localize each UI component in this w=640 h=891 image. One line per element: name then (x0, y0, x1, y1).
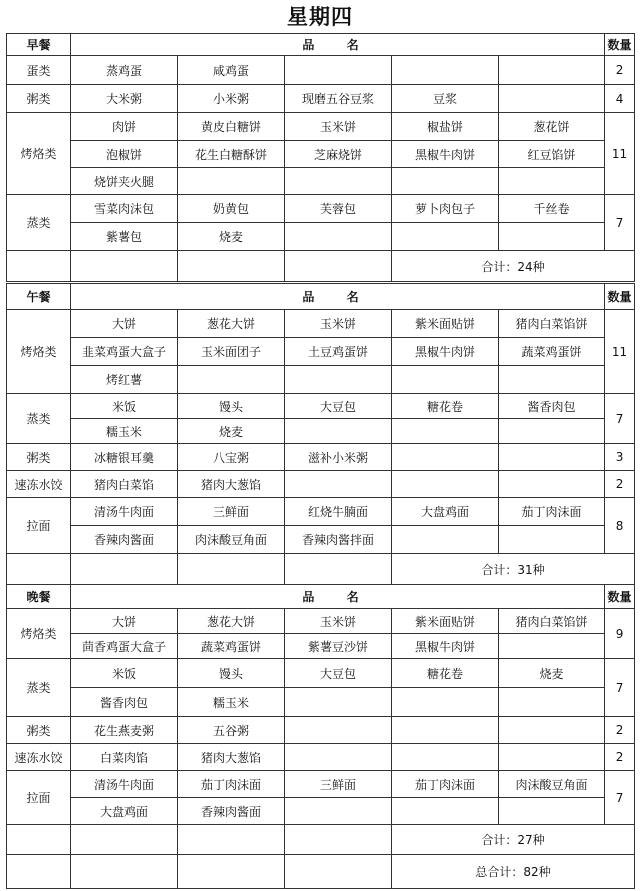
menu-item: 糖花卷 (392, 659, 499, 688)
menu-item: 玉米饼 (285, 609, 392, 634)
item-count: 7 (605, 771, 635, 825)
menu-item: 清汤牛肉面 (71, 771, 178, 798)
item-count: 9 (605, 609, 635, 659)
menu-item: 米饭 (71, 659, 178, 688)
category-label: 蛋类 (7, 56, 71, 85)
menu-item: 泡椒饼 (71, 141, 178, 168)
category-label: 粥类 (7, 717, 71, 744)
category-label: 拉面 (7, 771, 71, 825)
menu-item (285, 223, 392, 251)
menu-item (285, 471, 392, 498)
menu-item: 米饭 (71, 394, 178, 419)
column-header-quantity: 数量 (605, 585, 635, 609)
item-count: 4 (605, 85, 635, 113)
menu-item: 蒸鸡蛋 (71, 56, 178, 85)
menu-item (499, 85, 605, 113)
meal-label: 早餐 (7, 34, 71, 56)
menu-item (392, 366, 499, 394)
menu-item: 糖花卷 (392, 394, 499, 419)
menu-item (499, 444, 605, 471)
menu-item: 豆浆 (392, 85, 499, 113)
menu-item: 猪肉白菜馅饼 (499, 310, 605, 338)
empty-cell (7, 825, 71, 855)
item-count: 7 (605, 659, 635, 717)
menu-item: 玉米面团子 (178, 338, 285, 366)
menu-item: 椒盐饼 (392, 113, 499, 141)
empty-cell (285, 251, 392, 282)
category-label: 粥类 (7, 85, 71, 113)
menu-item (499, 471, 605, 498)
menu-item (499, 717, 605, 744)
menu-item: 花生白糖酥饼 (178, 141, 285, 168)
menu-item: 五谷粥 (178, 717, 285, 744)
menu-item: 烧麦 (499, 659, 605, 688)
column-header-name: 品 名 (71, 585, 605, 609)
menu-item (392, 56, 499, 85)
category-label: 速冻水饺 (7, 471, 71, 498)
menu-item (285, 717, 392, 744)
menu-item (392, 419, 499, 444)
menu-item: 芝麻烧饼 (285, 141, 392, 168)
menu-item: 大饼 (71, 609, 178, 634)
item-count: 2 (605, 744, 635, 771)
menu-item: 茄丁肉沫面 (178, 771, 285, 798)
menu-item (392, 526, 499, 554)
menu-item: 烤红薯 (71, 366, 178, 394)
menu-item: 滋补小米粥 (285, 444, 392, 471)
menu-item: 葱花大饼 (178, 310, 285, 338)
menu-item: 烧麦 (178, 419, 285, 444)
menu-item: 白菜肉馅 (71, 744, 178, 771)
empty-cell (7, 251, 71, 282)
menu-item (285, 366, 392, 394)
menu-item: 蔬菜鸡蛋饼 (499, 338, 605, 366)
menu-item: 萝卜肉包子 (392, 195, 499, 223)
menu-item: 大豆包 (285, 394, 392, 419)
empty-cell (71, 825, 178, 855)
category-label: 烤烙类 (7, 310, 71, 394)
column-header-name: 品 名 (71, 284, 605, 310)
category-label: 蒸类 (7, 195, 71, 251)
menu-item (499, 168, 605, 195)
menu-item (499, 419, 605, 444)
menu-item: 奶黄包 (178, 195, 285, 223)
empty-cell (285, 825, 392, 855)
menu-item: 玉米饼 (285, 310, 392, 338)
menu-item: 馒头 (178, 394, 285, 419)
menu-item: 肉沫酸豆角面 (499, 771, 605, 798)
column-header-name: 品 名 (71, 34, 605, 56)
category-label: 烤烙类 (7, 113, 71, 195)
item-count: 2 (605, 717, 635, 744)
empty-cell (178, 825, 285, 855)
menu-item (285, 168, 392, 195)
menu-item (499, 634, 605, 659)
menu-item: 酱香肉包 (499, 394, 605, 419)
menu-item (392, 168, 499, 195)
menu-item (499, 223, 605, 251)
item-count: 8 (605, 498, 635, 554)
menu-item: 糯玉米 (178, 688, 285, 717)
menu-item: 猪肉白菜馅饼 (499, 609, 605, 634)
menu-item (499, 526, 605, 554)
menu-item: 三鲜面 (178, 498, 285, 526)
menu-item: 紫薯豆沙饼 (285, 634, 392, 659)
menu-item: 大豆包 (285, 659, 392, 688)
menu-item (392, 798, 499, 825)
subtotal: 合计：24种 (392, 251, 635, 282)
menu-item: 香辣肉酱面 (178, 798, 285, 825)
menu-item: 大盘鸡面 (71, 798, 178, 825)
menu-item: 馒头 (178, 659, 285, 688)
empty-cell (285, 554, 392, 585)
menu-item: 红烧牛腩面 (285, 498, 392, 526)
empty-cell (178, 554, 285, 585)
menu-item: 现磨五谷豆浆 (285, 85, 392, 113)
menu-item: 三鲜面 (285, 771, 392, 798)
item-count: 7 (605, 394, 635, 444)
menu-item (178, 366, 285, 394)
empty-cell (71, 855, 178, 889)
menu-item: 茴香鸡蛋大盒子 (71, 634, 178, 659)
empty-cell (285, 855, 392, 889)
menu-item: 黑椒牛肉饼 (392, 634, 499, 659)
menu-item: 紫薯包 (71, 223, 178, 251)
menu-item: 蔬菜鸡蛋饼 (178, 634, 285, 659)
column-header-quantity: 数量 (605, 284, 635, 310)
menu-item: 千丝卷 (499, 195, 605, 223)
item-count: 7 (605, 195, 635, 251)
menu-item (285, 688, 392, 717)
menu-item: 红豆馅饼 (499, 141, 605, 168)
menu-item: 肉饼 (71, 113, 178, 141)
empty-cell (178, 855, 285, 889)
item-count: 11 (605, 310, 635, 394)
menu-item (499, 744, 605, 771)
breakfast-table (6, 33, 635, 282)
menu-item (499, 688, 605, 717)
meal-label: 晚餐 (7, 585, 71, 609)
menu-item (285, 419, 392, 444)
empty-cell (71, 554, 178, 585)
menu-item: 香辣肉酱拌面 (285, 526, 392, 554)
category-label: 粥类 (7, 444, 71, 471)
menu-item: 大盘鸡面 (392, 498, 499, 526)
item-count: 2 (605, 56, 635, 85)
column-header-quantity: 数量 (605, 34, 635, 56)
menu-item: 芙蓉包 (285, 195, 392, 223)
menu-item: 黄皮白糖饼 (178, 113, 285, 141)
menu-item: 雪菜肉沫包 (71, 195, 178, 223)
menu-item (392, 744, 499, 771)
item-count: 3 (605, 444, 635, 471)
menu-item: 茄丁肉沫面 (499, 498, 605, 526)
menu-item: 大饼 (71, 310, 178, 338)
menu-item: 小米粥 (178, 85, 285, 113)
menu-item: 猪肉大葱馅 (178, 744, 285, 771)
menu-item: 玉米饼 (285, 113, 392, 141)
menu-item: 烧饼夹火腿 (71, 168, 178, 195)
empty-cell (7, 554, 71, 585)
menu-item: 冰糖银耳羹 (71, 444, 178, 471)
menu-item: 香辣肉酱面 (71, 526, 178, 554)
empty-cell (71, 251, 178, 282)
item-count: 11 (605, 113, 635, 195)
menu-item: 猪肉大葱馅 (178, 471, 285, 498)
menu-item: 酱香肉包 (71, 688, 178, 717)
menu-item (285, 56, 392, 85)
menu-item: 肉沫酸豆角面 (178, 526, 285, 554)
menu-item: 韭菜鸡蛋大盒子 (71, 338, 178, 366)
subtotal: 合计：31种 (392, 554, 635, 585)
menu-item: 猪肉白菜馅 (71, 471, 178, 498)
menu-item (392, 688, 499, 717)
menu-item (178, 168, 285, 195)
menu-item: 烧麦 (178, 223, 285, 251)
menu-item (499, 798, 605, 825)
menu-item: 清汤牛肉面 (71, 498, 178, 526)
menu-item: 葱花大饼 (178, 609, 285, 634)
menu-item (499, 56, 605, 85)
page-title: 星期四 (287, 4, 353, 29)
menu-item: 黑椒牛肉饼 (392, 338, 499, 366)
category-label: 烤烙类 (7, 609, 71, 659)
menu-item: 八宝粥 (178, 444, 285, 471)
menu-item: 土豆鸡蛋饼 (285, 338, 392, 366)
menu-item (285, 744, 392, 771)
menu-item: 茄丁肉沫面 (392, 771, 499, 798)
menu-item (392, 717, 499, 744)
menu-item (285, 798, 392, 825)
menu-item: 紫米面贴饼 (392, 609, 499, 634)
empty-cell (178, 251, 285, 282)
grand-total: 总合计：82种 (392, 855, 635, 889)
menu-item: 大米粥 (71, 85, 178, 113)
subtotal: 合计：27种 (392, 825, 635, 855)
category-label: 拉面 (7, 498, 71, 554)
menu-item: 紫米面贴饼 (392, 310, 499, 338)
menu-item (392, 223, 499, 251)
category-label: 速冻水饺 (7, 744, 71, 771)
menu-item: 黑椒牛肉饼 (392, 141, 499, 168)
menu-item (499, 366, 605, 394)
dinner-table (6, 584, 635, 889)
menu-item (392, 471, 499, 498)
empty-cell (7, 855, 71, 889)
category-label: 蒸类 (7, 659, 71, 717)
category-label: 蒸类 (7, 394, 71, 444)
menu-item: 葱花饼 (499, 113, 605, 141)
item-count: 2 (605, 471, 635, 498)
meal-label: 午餐 (7, 284, 71, 310)
menu-item: 糯玉米 (71, 419, 178, 444)
lunch-table (6, 283, 635, 585)
menu-item: 花生燕麦粥 (71, 717, 178, 744)
menu-item (392, 444, 499, 471)
menu-item: 咸鸡蛋 (178, 56, 285, 85)
